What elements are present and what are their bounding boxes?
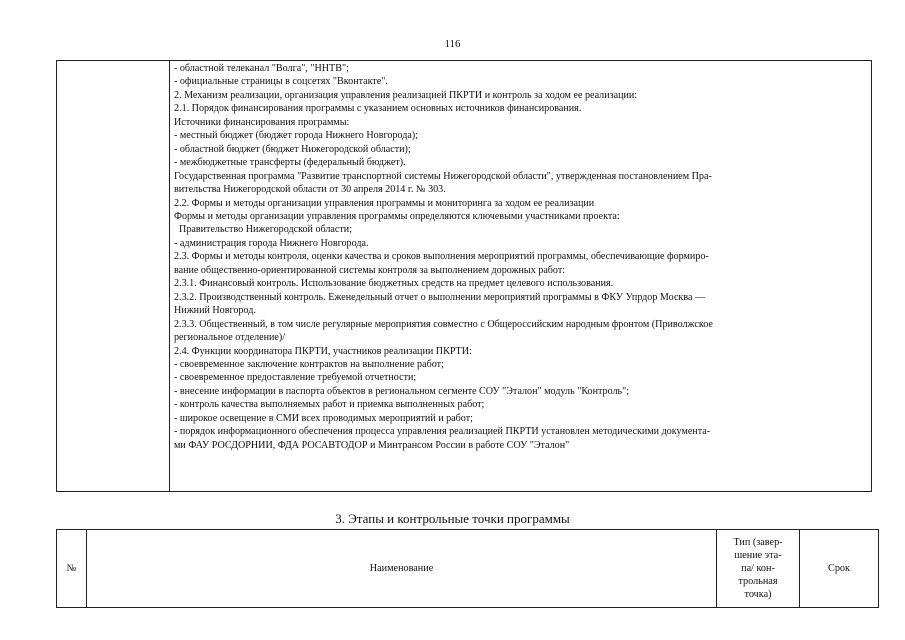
text-line: Формы и методы организации управления программы определяются ключевыми участниками проекта: <box>174 210 620 222</box>
page-number: 116 <box>444 38 461 50</box>
text-line: - администрация города Нижнего Новгорода. <box>174 237 369 249</box>
text-line: 2. Механизм реализации, организация управления реализацией ПКРТИ и контроль за ходом ее реализации: <box>174 89 638 101</box>
text-line: Государственная программа "Развитие транспортной системы Нижегородской области", утвержденная постановлением Пра- <box>174 170 712 182</box>
text-line: - официальные страницы в соцсетях "Вконтакте". <box>174 76 388 88</box>
text-line: - областной телеканал "Волга", "ННТВ"; <box>174 63 349 74</box>
stages-header-row <box>57 530 879 608</box>
section-title: 3. Этапы и контрольные точки программы <box>335 511 570 526</box>
stages-table <box>56 529 879 608</box>
text-line: 2.3.3. Общественный, в том числе регулярные мероприятия совместно с Общероссийским народным фронтом (Приволжское <box>174 318 713 330</box>
text-line: - своевременное заключение контрактов на выполнение работ; <box>174 358 444 370</box>
col-name-header: Наименование <box>87 530 717 608</box>
text-line: 2.3. Формы и методы контроля, оценки качества и сроков выполнения мероприятий программы, обеспечивающие формиро- <box>174 251 709 263</box>
text-line: - контроль качества выполняемых работ и приемка выполненных работ; <box>174 399 485 411</box>
text-line: 2.2. Формы и методы организации управления программы и мониторинга за ходом ее реализации <box>174 197 595 209</box>
text-line: - порядок информационного обеспечения процесса управления реализацией ПКРТИ установлен методическими документа- <box>174 426 711 438</box>
col-type-line: па/ кон- <box>741 563 775 574</box>
text-line: - своевременное предоставление требуемой отчетности; <box>174 372 417 384</box>
text-line: вание общественно-ориентированной системы контроля за выполнением дорожных работ: <box>174 264 566 276</box>
col-type-line: шение эта- <box>734 550 782 561</box>
program-mechanism-text <box>174 62 867 452</box>
text-line: - местный бюджет (бюджет города Нижнего Новгорода); <box>174 130 418 142</box>
text-line: 2.3.2. Производственный контроль. Еженедельный отчет о выполнении мероприятий программы в ФКУ Упрдор Москва — <box>174 291 706 303</box>
program-mechanism-table <box>56 60 872 492</box>
text-line: - широкое освещение в СМИ всех проводимых мероприятий и работ; <box>174 412 473 424</box>
text-line: Правительство Нижегородской области; <box>174 224 352 236</box>
col-type-line: точка) <box>744 589 772 600</box>
text-line: - внесение информации в паспорта объектов в региональном сегменте СОУ "Эталон" модуль "Контроль"; <box>174 385 630 397</box>
text-line: - межбюджетные трансферты (федеральный бюджет). <box>174 157 406 169</box>
col-type-line: Тип (завер- <box>733 537 783 548</box>
text-line: ми ФАУ РОСДОРНИИ, ФДА РОСАВТОДОР и Минтрансом России в работе СОУ "Эталон" <box>174 439 570 451</box>
col-date-header: Срок <box>800 530 879 608</box>
text-line: Источники финансирования программы: <box>174 116 350 128</box>
text-line: 2.1. Порядок финансирования программы с указанием основных источников финансирования. <box>174 103 582 115</box>
text-line: Нижний Новгород. <box>174 305 256 317</box>
text-line: - областной бюджет (бюджет Нижегородской области); <box>174 143 411 155</box>
text-line: региональное отделение)/ <box>174 332 286 344</box>
text-line: вительства Нижегородской области от 30 апреля 2014 г. № 303. <box>174 184 446 196</box>
text-line: 2.3.1. Финансовый контроль. Использование бюджетных средств на предмет целевого использования. <box>174 278 614 290</box>
col-number-header: № <box>57 530 87 608</box>
empty-left-column <box>57 61 170 491</box>
col-type-line: трольная <box>738 576 778 587</box>
text-line: 2.4. Функции координатора ПКРТИ, участников реализации ПКРТИ: <box>174 345 472 357</box>
col-type-header <box>717 530 800 608</box>
